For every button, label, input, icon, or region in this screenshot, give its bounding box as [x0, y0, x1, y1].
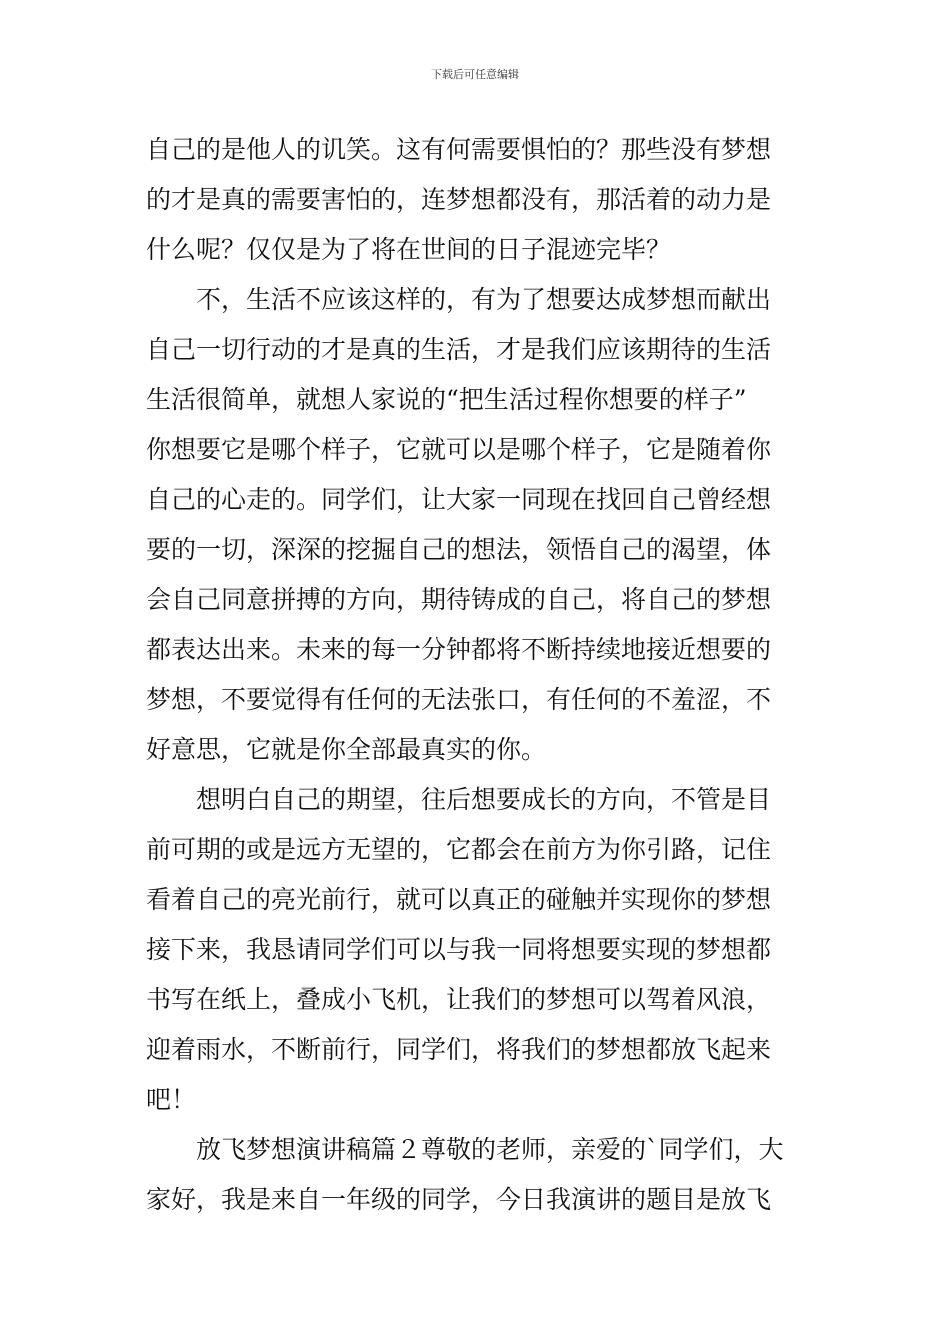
- text-line: 看着自己的亮光前行，就可以真正的碰触并实现你的梦想: [146, 885, 772, 914]
- text-line: 自己一切行动的才是真的生活，才是我们应该期待的生活: [146, 335, 772, 364]
- text-line: 不，生活不应该这样的，有为了想要达成梦想而献出: [196, 285, 772, 314]
- text-line: 会自己同意拼搏的方向，期待铸成的自己，将自己的梦想: [146, 585, 772, 614]
- text-line: 前可期的或是远方无望的，它都会在前方为你引路，记住: [146, 835, 772, 864]
- text-line: 自己的心走的。同学们，让大家一同现在找回自己曾经想: [146, 485, 772, 514]
- text-line: 都表达出来。未来的每一分钟都将不断持续地接近想要的: [146, 635, 772, 664]
- text-line: 你想要它是哪个样子，它就可以是哪个样子，它是随着你: [146, 435, 772, 464]
- text-line: 要的一切，深深的挖掘自己的想法，领悟自己的渴望，体: [146, 535, 772, 564]
- text-line: 好意思，它就是你全部最真实的你。: [146, 735, 547, 764]
- text-line: 迎着雨水，不断前行，同学们，将我们的梦想都放飞起来: [146, 1035, 772, 1064]
- text-line: 书写在纸上，叠成小飞机，让我们的梦想可以驾着风浪，: [146, 985, 772, 1014]
- text-line: 的才是真的需要害怕的，连梦想都没有，那活着的动力是: [146, 185, 772, 214]
- text-line: 想明白自己的期望，往后想要成长的方向，不管是目: [196, 785, 772, 814]
- text-line: 生活很简单，就想人家说的“把生活过程你想要的样子”: [146, 385, 747, 414]
- text-line: 放飞梦想演讲稿篇２尊敬的老师，亲爱的`同学们，大: [196, 1135, 784, 1164]
- text-line: 自己的是他人的讥笑。这有何需要惧怕的？那些没有梦想: [146, 135, 772, 164]
- text-line: 吧！: [146, 1085, 197, 1114]
- text-line: 家好，我是来自一年级的同学，今日我演讲的题目是放飞: [146, 1185, 772, 1214]
- page-header: 下载后可任意编辑: [431, 68, 519, 81]
- text-line: 什么呢？仅仅是为了将在世间的日子混迹完毕？: [146, 235, 672, 264]
- text-line: 梦想，不要觉得有任何的无法张口，有任何的不羞涩，不: [146, 685, 772, 714]
- text-line: 接下来，我恳请同学们可以与我一同将想要实现的梦想都: [146, 935, 772, 964]
